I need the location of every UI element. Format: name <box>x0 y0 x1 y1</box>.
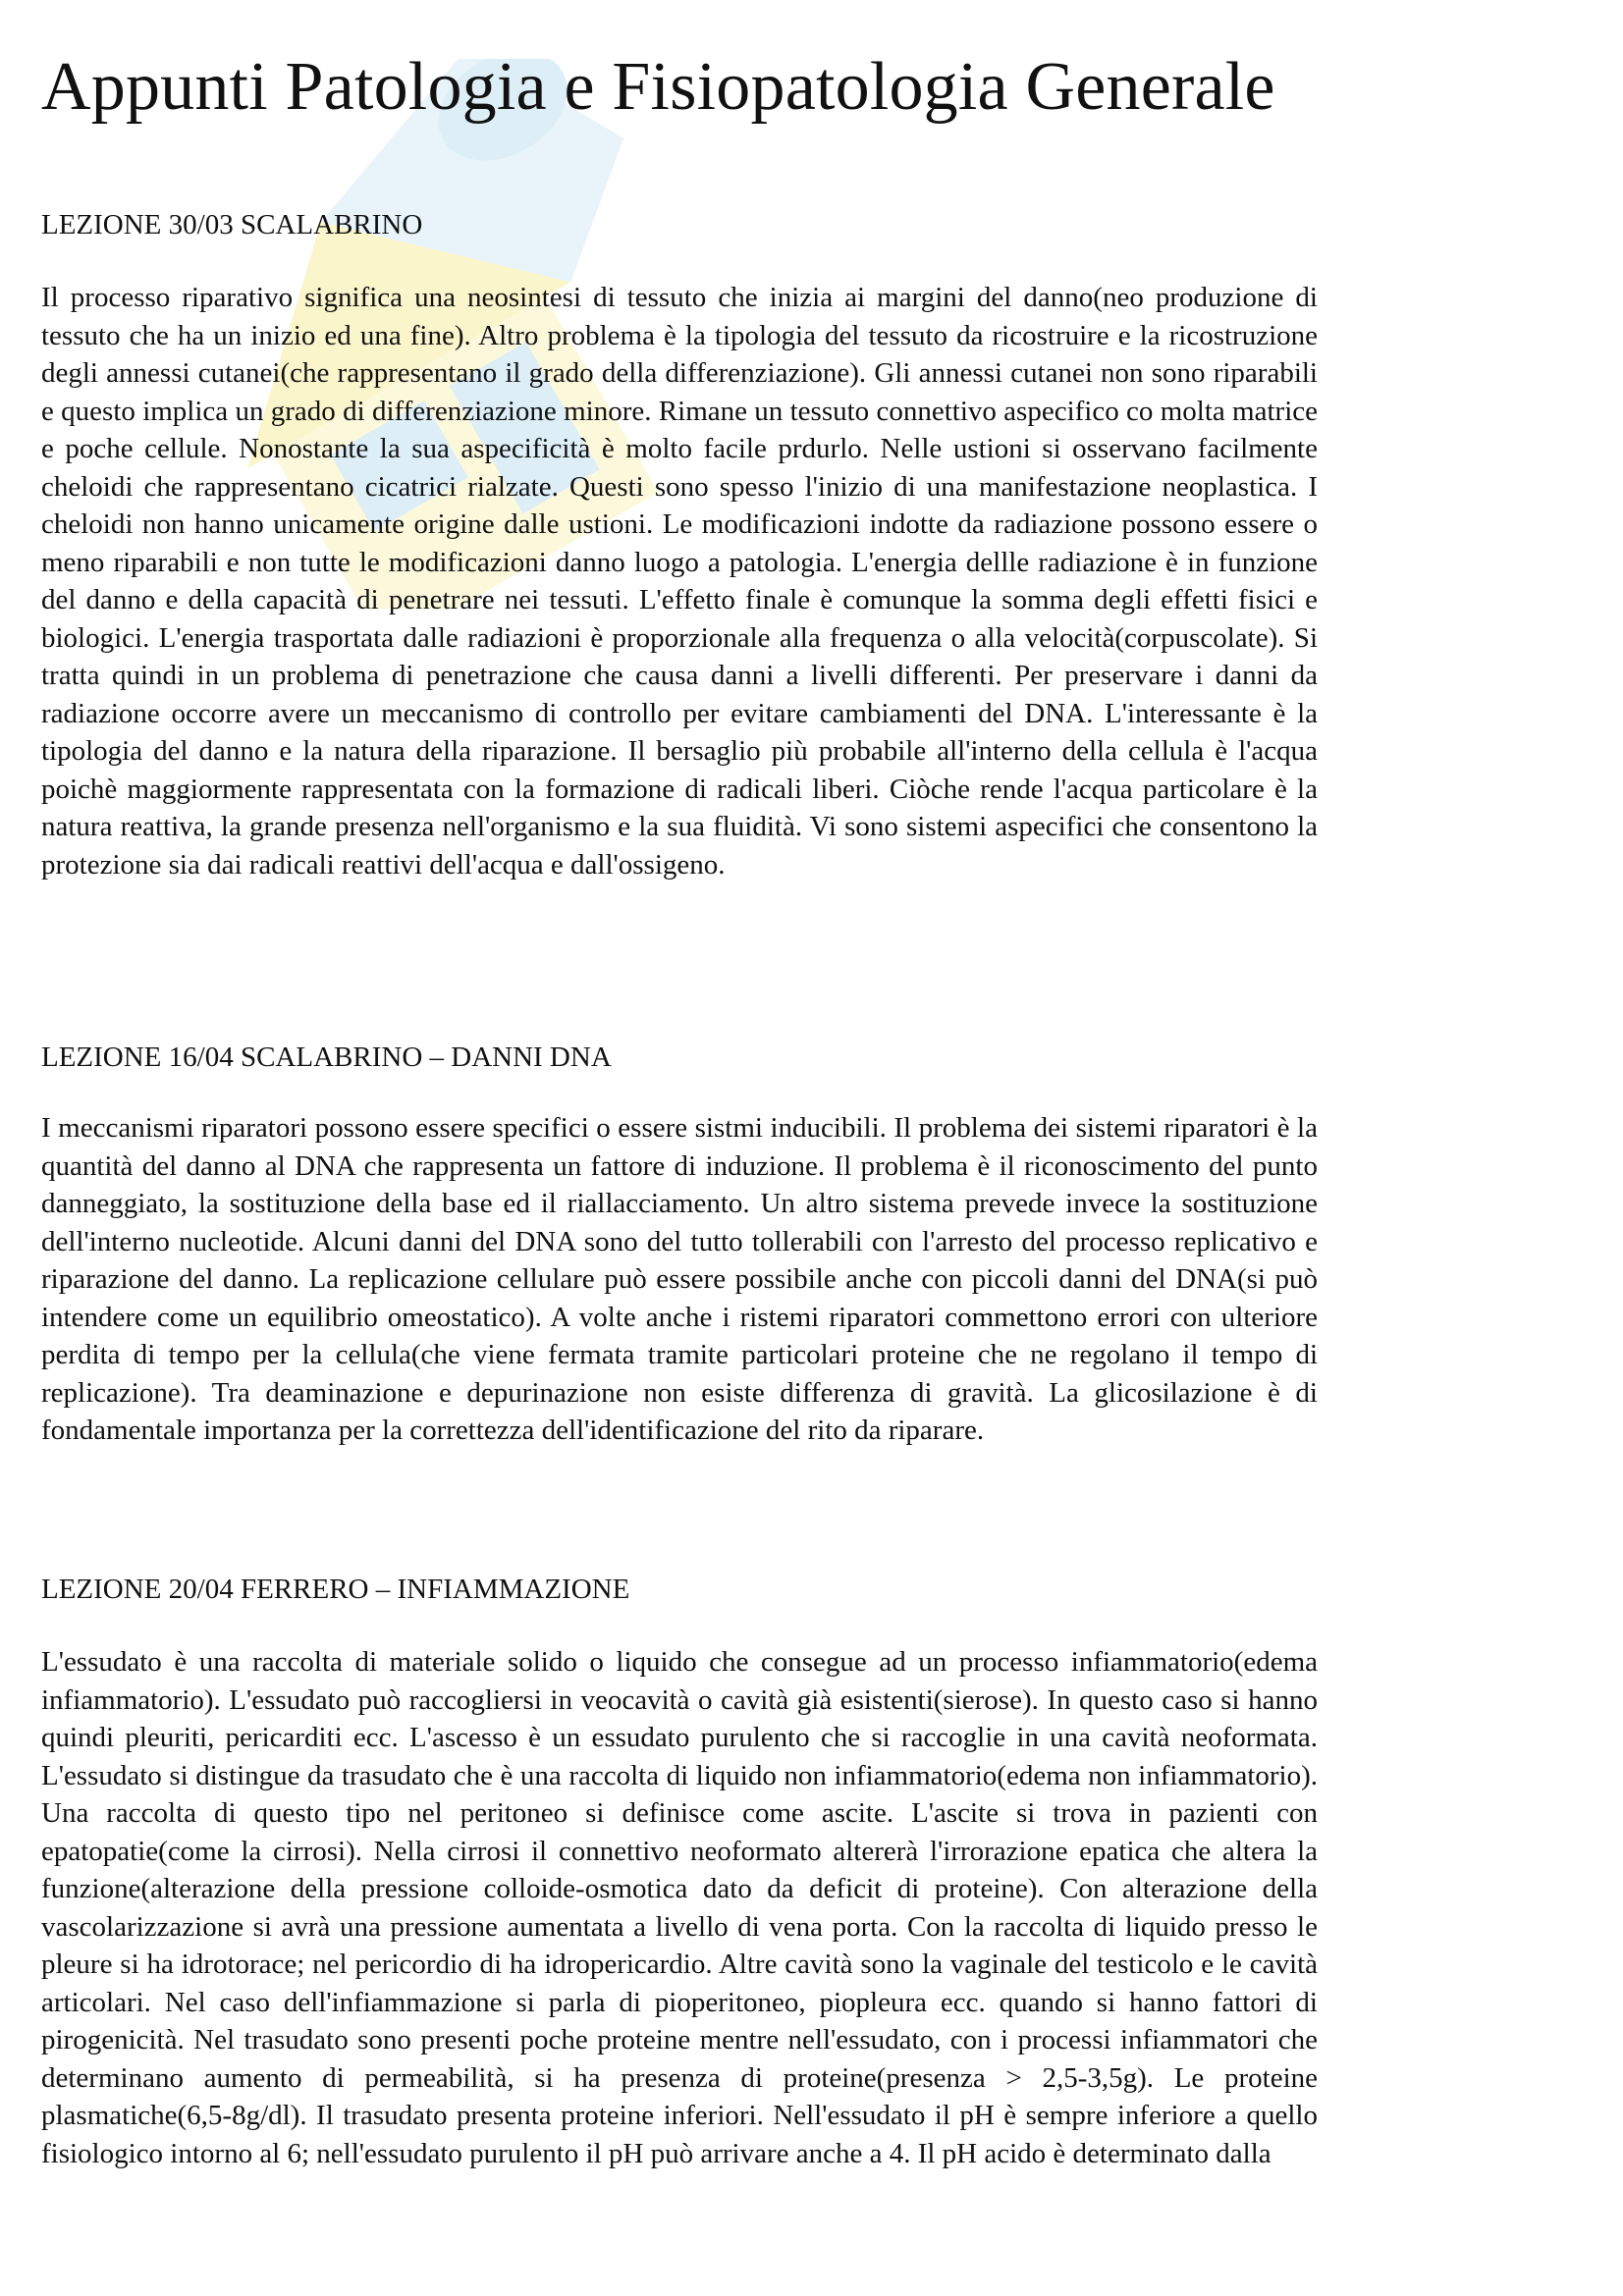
document-page <box>41 37 1318 2169</box>
lesson-paragraph: Il processo riparativo significa una neosintesi di tessuto che inizia ai margini del danno(neo produzione di tessuto che ha un inizio ed una fine). Altro problema è la tipologia del tessuto da ricostruire e la ricostruzione degli annessi cutanei(che rappresentano il grado della differenziazione). Gli annessi cutanei non sono riparabili e questo implica un grado di differenziazione minore. Rimane un tessuto connettivo aspecifico co molta matrice e poche cellule. Nonostante la sua aspecificità è molto facile prdurlo. Nelle ustioni si osservano facilmente cheloidi che rappresentano cicatrici rialzate. Questi sono spesso l'inizio di una manifestazione neoplastica. I cheloidi non hanno unicamente origine dalle ustioni. Le modificazioni indotte da radiazione possono essere o meno riparabili e non tutte le modificazioni danno luogo a patologia. L'energia dellle radiazione è in funzione del danno e della capacità di penetrare nei tessuti. L'effetto finale è comunque la somma degli effetti fisici e biologici. L'energia trasportata dalle radiazioni è proporzionale alla frequenza o alla velocità(corpuscolate). Si tratta quindi in un problema di penetrazione che causa danni a livelli differenti. Per preservare i danni da radiazione occorre avere un meccanismo di controllo per evitare cambiamenti del DNA. L'interessante è la tipologia del danno e la natura della riparazione. Il bersaglio più probabile all'interno della cellula è l'acqua poichè maggiormente rappresentata con la formazione di radicali liberi. Ciòche rende l'acqua particolare è la natura reattiva, la grande presenza nell'organismo e la sua fluidità. Vi sono sistemi aspecifici che consentono la protezione sia dai radicali reattivi dell'acqua e dall'ossigeno. <box>41 282 1318 881</box>
document-title: Appunti Patologia e Fisiopatologia Generale <box>41 49 1275 125</box>
lesson-heading: LEZIONE 30/03 SCALABRINO <box>41 209 423 240</box>
lesson-section <box>41 206 1318 883</box>
lesson-paragraph: L'essudato è una raccolta di materiale solido o liquido che consegue ad un processo infiammatorio(edema infiammatorio). L'essudato può raccogliersi in veocavità o cavità già esistenti(sierose). In questo caso si hanno quindi pleuriti, pericarditi ecc. L'ascesso è un essudato purulento che si raccoglie in una cavità neoformata. L'essudato si distingue da trasudato che è una raccolta di liquido non infiammatorio(edema non infiammatorio). Una raccolta di questo tipo nel peritoneo si definisce come ascite. L'ascite si trova in pazienti con epatopatie(come la cirrosi). Nella cirrosi il connettivo neoformato altererà l'irrorazione epatica che altera la funzione(alterazione della pressione colloide-osmotica dato da deficit di proteine). Con alterazione della vascolarizzazione si avrà una pressione aumentata a livello di vena porta. Con la raccolta di liquido presso le pleure si ha idrotorace; nel pericordio di ha idropericardio. Altre cavità sono la vaginale del testicolo e le cavità articolari. Nel caso dell'infiammazione si parla di pioperitoneo, piopleura ecc. quando si hanno fattori di pirogenicità. Nel trasudato sono presenti poche proteine mentre nell'essudato, con i processi infiammatori che determinano aumento di permeabilità, si ha presenza di proteine(presenza > 2,5-3,5g). Le proteine plasmatiche(6,5-8g/dl). Il trasudato presenta proteine inferiori. Nell'essudato il pH è sempre inferiore a quello fisiologico intorno al 6; nell'essudato purulento il pH può arrivare anche a 4. Il pH acido è determinato dalla <box>41 1646 1318 2169</box>
lesson-heading: LEZIONE 16/04 SCALABRINO – DANNI DNA <box>41 1041 612 1073</box>
lesson-paragraph: I meccanismi riparatori possono essere specifici o essere sistmi inducibili. Il problema dei sistemi riparatori è la quantità del danno al DNA che rappresenta un fattore di induzione. Il problema è il riconoscimento del punto danneggiato, la sostituzione della base ed il riallacciamento. Un altro sistema prevede invece la sostituzione dell'interno nucleotide. Alcuni danni del DNA sono del tutto tollerabili con l'arresto del processo replicativo e riparazione del danno. La replicazione cellulare può essere possibile anche con piccoli danni del DNA(si può intendere come un equilibrio omeostatico). A volte anche i ristemi riparatori commettono errori con ulteriore perdita di tempo per la cellula(che viene fermata tramite particolari proteine che ne regolano il tempo di replicazione). Tra deaminazione e depurinazione non esiste differenza di gravità. La glicosilazione è di fondamentale importanza per la correttezza dell'identificazione del rito da riparare. <box>41 1112 1318 1446</box>
lesson-heading: LEZIONE 20/04 FERRERO – INFIAMMAZIONE <box>41 1574 630 1605</box>
lesson-section <box>41 1039 1318 1450</box>
lesson-section <box>41 1571 1318 2172</box>
